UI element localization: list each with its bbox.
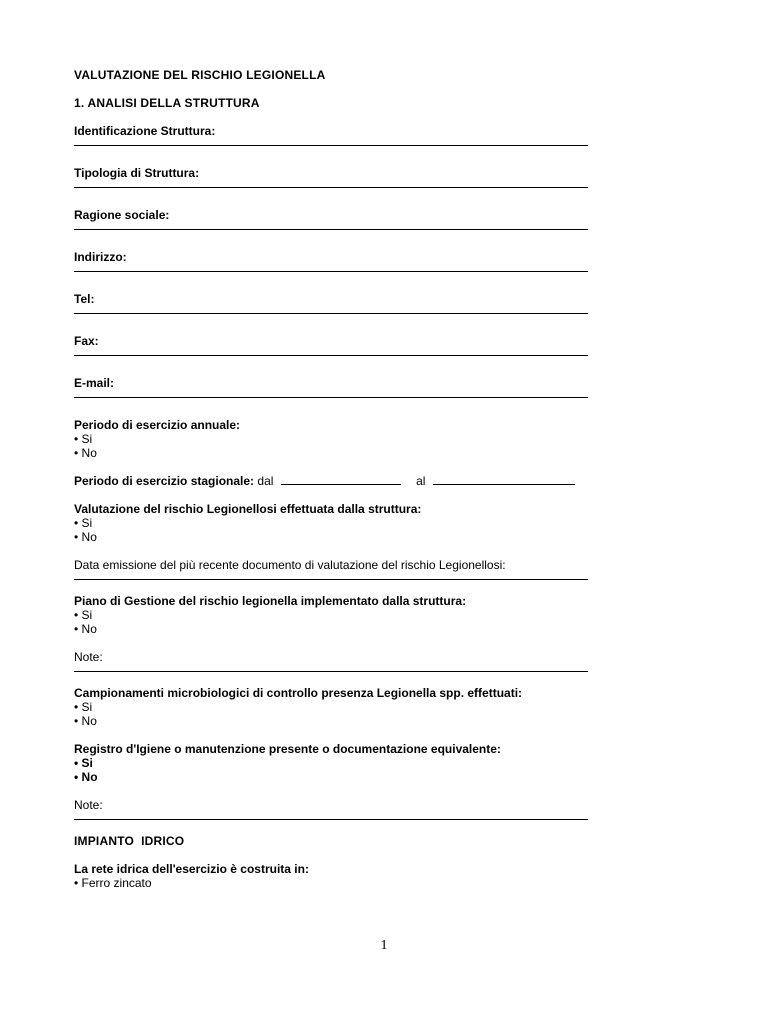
question-label: Piano di Gestione del rischio legionella implementato dalla struttura: bbox=[74, 594, 467, 608]
field-label: Tipologia di Struttura: bbox=[74, 166, 200, 180]
fill-line bbox=[74, 579, 588, 580]
option-no: • No bbox=[74, 770, 98, 784]
question-label: La rete idrica dell'esercizio è costruita in: bbox=[74, 862, 309, 876]
option-no: • No bbox=[74, 622, 97, 636]
option-si: • Si bbox=[74, 432, 93, 446]
option-si: • Si bbox=[74, 756, 93, 770]
field-indirizzo bbox=[74, 250, 590, 272]
fill-line bbox=[74, 355, 588, 356]
date-to-label: al bbox=[416, 474, 426, 488]
field-label: Identificazione Struttura: bbox=[74, 124, 216, 138]
note-label: Note: bbox=[74, 798, 103, 812]
question-label: Periodo di esercizio annuale: bbox=[74, 418, 241, 432]
field-ragione-sociale bbox=[74, 208, 590, 230]
field-email bbox=[74, 376, 590, 398]
option-no: • No bbox=[74, 446, 97, 460]
fill-line bbox=[74, 187, 588, 188]
document-body bbox=[74, 62, 590, 890]
date-to-line bbox=[433, 474, 575, 485]
field-label: Tel: bbox=[74, 292, 95, 306]
question-risk-eval bbox=[74, 502, 590, 544]
fill-line bbox=[74, 313, 588, 314]
field-emission-date bbox=[74, 558, 590, 580]
field-label: Indirizzo: bbox=[74, 250, 127, 264]
question-register bbox=[74, 742, 590, 784]
question-plan bbox=[74, 594, 590, 636]
field-label: Fax: bbox=[74, 334, 99, 348]
field-label: Ragione sociale: bbox=[74, 208, 170, 222]
question-sampling bbox=[74, 686, 590, 728]
fill-line bbox=[74, 671, 588, 672]
question-label: Campionamenti microbiologici di controllo presenza Legionella spp. effettuati: bbox=[74, 686, 523, 700]
fill-line bbox=[74, 229, 588, 230]
question-label: Registro d'Igiene o manutenzione presente o documentazione equivalente: bbox=[74, 742, 501, 756]
section-title-analisi: 1. ANALISI DELLA STRUTTURA bbox=[74, 96, 260, 110]
note-1 bbox=[74, 650, 590, 672]
document-title: VALUTAZIONE DEL RISCHIO LEGIONELLA bbox=[74, 68, 326, 82]
option-si: • Si bbox=[74, 608, 93, 622]
option-si: • Si bbox=[74, 516, 93, 530]
field-identificazione bbox=[74, 124, 590, 146]
page-number: 1 bbox=[380, 938, 388, 953]
question-seasonal bbox=[74, 474, 590, 488]
question-network bbox=[74, 862, 590, 890]
option-no: • No bbox=[74, 714, 97, 728]
date-from-label: dal bbox=[257, 474, 274, 488]
field-tipologia bbox=[74, 166, 590, 188]
option-no: • No bbox=[74, 530, 97, 544]
question-label: Valutazione del rischio Legionellosi effettuata dalla struttura: bbox=[74, 502, 422, 516]
field-label: E-mail: bbox=[74, 376, 115, 390]
date-from-line bbox=[281, 474, 401, 485]
option-ferro-zincato: • Ferro zincato bbox=[74, 876, 152, 890]
question-label: Periodo di esercizio stagionale: bbox=[74, 474, 255, 488]
fill-line bbox=[74, 819, 588, 820]
fill-line bbox=[74, 271, 588, 272]
fill-line bbox=[74, 145, 588, 146]
fill-line bbox=[74, 397, 588, 398]
question-annual bbox=[74, 418, 590, 460]
option-si: • Si bbox=[74, 700, 93, 714]
field-fax bbox=[74, 334, 590, 356]
note-2 bbox=[74, 798, 590, 820]
note-label: Note: bbox=[74, 650, 103, 664]
field-tel bbox=[74, 292, 590, 314]
field-label: Data emissione del più recente documento di valutazione del rischio Legionellosi: bbox=[74, 558, 506, 572]
section-title-impianto: IMPIANTO IDRICO bbox=[74, 834, 185, 848]
